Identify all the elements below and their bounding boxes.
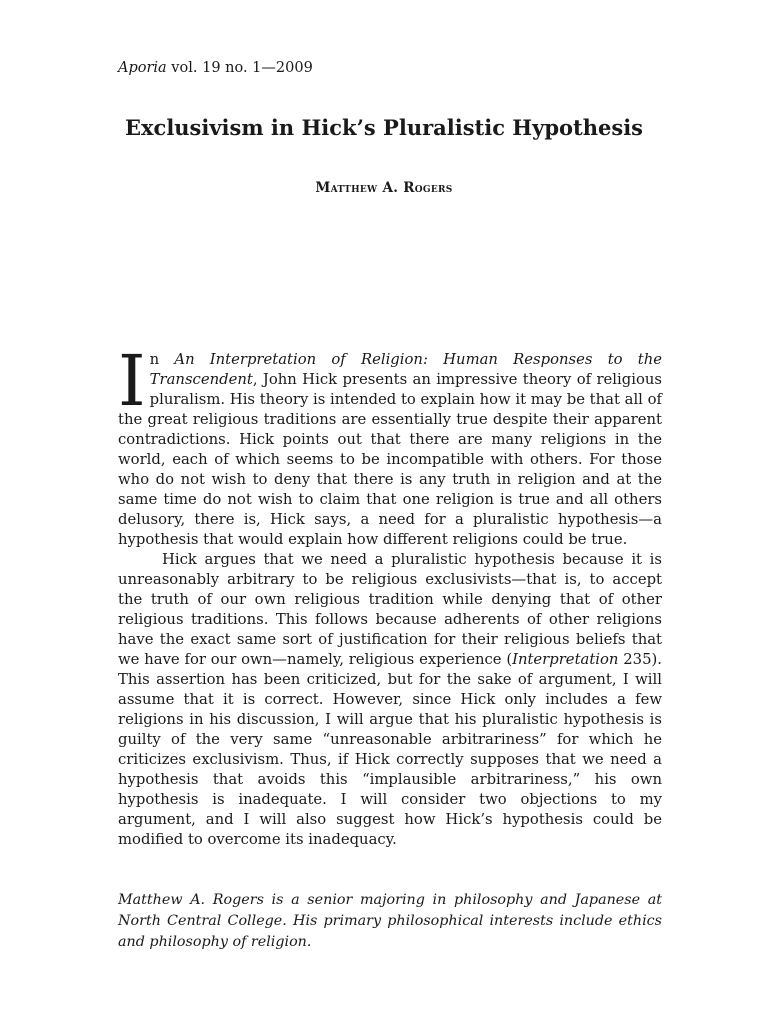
paragraph-1-lead: n: [149, 351, 175, 368]
paragraph-2: [118, 550, 662, 850]
article-author: Matthew A. Rogers: [315, 180, 453, 196]
paragraph-1-text: , John Hick presents an impressive theory of religious pluralism. His theory is intended to explain how it may be that all of the great religious traditions are essentially true despite their apparent contradictions. Hick points out that there are many religions in the world, each of which seems to be incompatible with others. For those who do not wish to deny that there is any truth in religion and at the same time do not wish to claim that one religion is true and all others delusory, there is, Hick says, a need for a pluralistic hypothesis—a hypothesis that would explain how different religions could be true.: [118, 371, 662, 548]
article-body: [118, 340, 662, 850]
drop-cap: I: [118, 340, 146, 422]
author-footnote: Matthew A. Rogers is a senior majoring in philosophy and Japanese at North Central College. His primary philosophical interests include ethics and philosophy of religion.: [118, 892, 662, 950]
citation-title: Interpretation: [512, 651, 619, 668]
running-header: [118, 60, 313, 76]
paragraph-2-text-after: 235). This assertion has been criticized, but for the sake of argument, I will assume that it is correct. However, since Hick only includes a few religions in his discussion, I will argue that his pluralistic hypothesis is guilty of the very same “unreasonable arbitrariness” for which he criticizes exclusivism. Thus, if Hick correctly supposes that we need a hypothesis that avoids this “implausible arbitrariness,” his own hypothesis is inadequate. I will consider two objections to my argument, and I will also suggest how Hick’s hypothesis could be modified to overcome its inadequacy.: [118, 651, 662, 848]
article-title: Exclusivism in Hick’s Pluralistic Hypothesis: [125, 115, 643, 140]
book-title: An Interpretation of Religion: Human Responses to the Transcendent: [149, 351, 662, 388]
journal-name: Aporia: [118, 60, 167, 76]
issue-info: vol. 19 no. 1—2009: [166, 60, 313, 76]
paragraph-1: [118, 340, 662, 550]
paragraph-2-text-before: Hick argues that we need a pluralistic hypothesis because it is unreasonably arbitrary to be religious exclusivists—that is, to accept the truth of our own religious tradition while denying that of other religious traditions. This follows because adherents of other religions have the exact same sort of justification for their religious beliefs that we have for our own—namely, religious experience (: [118, 551, 662, 668]
